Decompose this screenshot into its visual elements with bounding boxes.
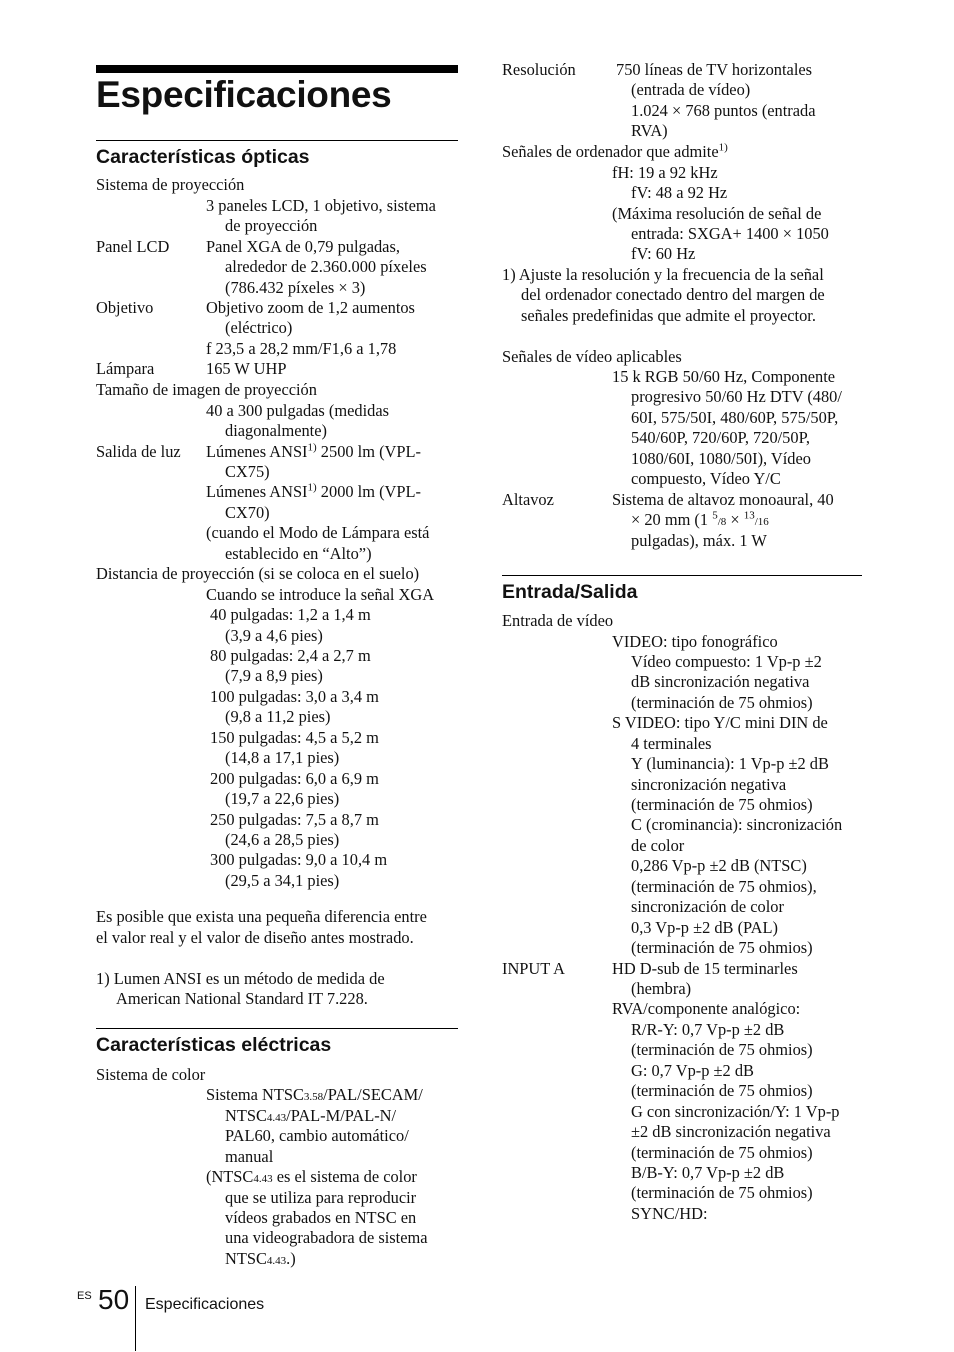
- subscript-text: 4.43: [266, 1112, 287, 1124]
- value-line: 3 paneles LCD, 1 objetivo, sistema: [206, 196, 436, 215]
- heading-optical: Características ópticas: [96, 140, 458, 169]
- text-part: NTSC: [225, 1249, 267, 1268]
- value-line: CX75): [225, 462, 270, 481]
- value-line: Objetivo zoom de 1,2 aumentos: [206, 298, 415, 317]
- distance-metric: 300 pulgadas: 9,0 a 10,4 m: [210, 850, 388, 869]
- value-line: 40 a 300 pulgadas (medidas: [206, 401, 389, 420]
- value-line: 1.024 × 768 puntos (entrada: [631, 101, 816, 120]
- fraction-numerator: 5: [712, 509, 718, 522]
- value-line: Vídeo compuesto: 1 Vp-p ±2: [631, 652, 822, 671]
- subscript-text: 4.43: [253, 1173, 273, 1185]
- distance-metric: 150 pulgadas: 4,5 a 5,2 m: [210, 728, 379, 747]
- value-line: [206, 1167, 417, 1189]
- value-line: 1080/60I, 1080/50I), Vídeo: [631, 449, 811, 468]
- footer-section: Especificaciones: [145, 1296, 265, 1313]
- value-line: que se utiliza para reproducir: [225, 1188, 417, 1207]
- label-salida-luz: Salida de luz: [96, 442, 181, 461]
- value-line: 165 W UHP: [206, 359, 287, 378]
- value-line: B/B-Y: 0,7 Vp-p ±2 dB: [631, 1163, 785, 1182]
- value-line: Y (luminancia): 1 Vp-p ±2 dB: [631, 754, 829, 773]
- heading-electrical: Características eléctricas: [96, 1028, 458, 1057]
- value-line: compuesto, Vídeo Y/C: [631, 469, 781, 488]
- subscript-text: 4.43: [266, 1255, 287, 1267]
- footnote-ref: 1): [718, 141, 728, 154]
- value-line: 60I, 575/50I, 480/60P, 575/50P,: [631, 408, 839, 427]
- value-line: (786.432 píxeles × 3): [225, 278, 366, 297]
- value-line: de color: [631, 836, 685, 855]
- text-part: Señales de ordenador que admite: [502, 142, 719, 161]
- text-part: Sistema NTSC: [206, 1085, 304, 1104]
- text-part: NTSC: [225, 1106, 267, 1125]
- value-line: 15 k RGB 50/60 Hz, Componente: [612, 367, 836, 386]
- value-line: G: 0,7 Vp-p ±2 dB: [631, 1061, 754, 1080]
- text-part: (NTSC: [206, 1167, 254, 1186]
- footer-language: ES: [77, 1290, 92, 1302]
- value-line: R/R-Y: 0,7 Vp-p ±2 dB: [631, 1020, 785, 1039]
- value-line: [225, 1249, 296, 1271]
- value-line: sincronización de color: [631, 897, 784, 916]
- footnote-line: American National Standard IT 7.228.: [116, 989, 368, 1008]
- footnote-ref: 1): [307, 481, 317, 494]
- value-line: (Máxima resolución de señal de: [612, 204, 822, 223]
- label-input-a: INPUT A: [502, 959, 565, 978]
- heading-entrada-salida: Entrada/Salida: [502, 575, 862, 604]
- value-line: (terminación de 75 ohmios): [631, 795, 813, 814]
- value-line: [206, 442, 421, 462]
- text-part: /PAL/SECAM/: [323, 1085, 423, 1104]
- value-line: 0,3 Vp-p ±2 dB (PAL): [631, 918, 778, 937]
- value-line: G con sincronización/Y: 1 Vp-p: [631, 1102, 840, 1121]
- value-line: Panel XGA de 0,79 pulgadas,: [206, 237, 400, 256]
- footnote-line: señales predefinidas que admite el proyector.: [521, 306, 816, 325]
- value-line: (terminación de 75 ohmios): [631, 1183, 813, 1202]
- fraction-numerator: 13: [743, 509, 755, 522]
- page-number: 50: [98, 1284, 130, 1315]
- distance-feet: (24,6 a 28,5 pies): [225, 830, 340, 849]
- value-line: [206, 482, 421, 502]
- distance-feet: (7,9 a 8,9 pies): [225, 666, 323, 685]
- footnote-line: del ordenador conectado dentro del margen de: [521, 285, 825, 304]
- label-tamano-imagen: Tamaño de imagen de proyección: [96, 380, 317, 399]
- value-line: (eléctrico): [225, 318, 293, 337]
- value-line: [631, 510, 769, 532]
- distance-metric: 80 pulgadas: 2,4 a 2,7 m: [210, 646, 371, 665]
- value-line: (terminación de 75 ohmios),: [631, 877, 817, 896]
- subscript-text: 3.58: [303, 1091, 324, 1103]
- value-line: (terminación de 75 ohmios): [631, 693, 813, 712]
- distance-feet: (9,8 a 11,2 pies): [225, 707, 331, 726]
- value-line: 0,286 Vp-p ±2 dB (NTSC): [631, 856, 807, 875]
- value-line: (terminación de 75 ohmios): [631, 1040, 813, 1059]
- text-part: × 20 mm (1: [631, 510, 713, 529]
- page-title: Especificaciones: [96, 74, 392, 115]
- label-senales-video: Señales de vídeo aplicables: [502, 347, 682, 366]
- label-objetivo: Objetivo: [96, 298, 154, 317]
- value-line: diagonalmente): [225, 421, 327, 440]
- value-line: f 23,5 a 28,2 mm/F1,6 a 1,78: [206, 339, 397, 358]
- label-altavoz: Altavoz: [502, 490, 554, 509]
- footnote-line: 1) Ajuste la resolución y la frecuencia de la señal: [502, 265, 824, 284]
- text-part: Lúmenes ANSI: [206, 442, 308, 461]
- value-line: Cuando se introduce la señal XGA: [206, 585, 435, 604]
- distance-metric: 250 pulgadas: 7,5 a 8,7 m: [210, 810, 379, 829]
- value-line: SYNC/HD:: [631, 1204, 708, 1223]
- value-line: dB sincronización negativa: [631, 672, 810, 691]
- value-line: (terminación de 75 ohmios): [631, 938, 813, 957]
- distance-feet: (19,7 a 22,6 pies): [225, 789, 340, 808]
- value-line: ±2 dB sincronización negativa: [631, 1122, 831, 1141]
- text-part: 2500 lm (VPL-: [316, 442, 421, 461]
- value-line: fV: 48 a 92 Hz: [631, 183, 728, 202]
- value-line: una videograbadora de sistema: [225, 1228, 428, 1247]
- fraction-denominator: /16: [754, 516, 769, 528]
- label-senales-ordenador: [502, 142, 728, 162]
- value-line: sincronización negativa: [631, 775, 787, 794]
- label-lampara: Lámpara: [96, 359, 155, 378]
- distance-feet: (29,5 a 34,1 pies): [225, 871, 340, 890]
- value-line: manual: [225, 1147, 274, 1166]
- distance-feet: (14,8 a 17,1 pies): [225, 748, 340, 767]
- value-line: CX70): [225, 503, 270, 522]
- text-part: 2000 lm (VPL-: [316, 482, 421, 501]
- value-line: (entrada de vídeo): [631, 80, 751, 99]
- text-part: /PAL-M/PAL-N/: [286, 1106, 397, 1125]
- value-line: C (crominancia): sincronización: [631, 815, 843, 834]
- footnote-line: 1) Lumen ANSI es un método de medida de: [96, 969, 385, 988]
- value-line: PAL60, cambio automático/: [225, 1126, 409, 1145]
- label-sistema-proyeccion: Sistema de proyección: [96, 175, 245, 194]
- value-line: 750 líneas de TV horizontales: [616, 60, 813, 79]
- value-line: vídeos grabados en NTSC en: [225, 1208, 417, 1227]
- label-resolucion: Resolución: [502, 60, 576, 79]
- distance-metric: 40 pulgadas: 1,2 a 1,4 m: [210, 605, 371, 624]
- value-line: HD D-sub de 15 terminarles: [612, 959, 798, 978]
- footer-divider: [135, 1286, 136, 1351]
- value-line: (hembra): [631, 979, 692, 998]
- text-part: es el sistema de color: [272, 1167, 417, 1186]
- label-sistema-color: Sistema de color: [96, 1065, 206, 1084]
- value-line: VIDEO: tipo fonográfico: [612, 632, 778, 651]
- note-line: el valor real y el valor de diseño antes mostrado.: [96, 928, 414, 947]
- value-line: pulgadas), máx. 1 W: [631, 531, 767, 550]
- value-line: RVA): [631, 121, 668, 140]
- note-line: Es posible que exista una pequeña diferencia entre: [96, 907, 427, 926]
- value-line: establecido en “Alto”): [225, 544, 372, 563]
- label-distancia: Distancia de proyección (si se coloca en el suelo): [96, 564, 420, 583]
- value-line: [206, 1085, 423, 1107]
- text-part: Lúmenes ANSI: [206, 482, 308, 501]
- value-line: de proyección: [225, 216, 318, 235]
- value-line: [225, 1106, 396, 1128]
- value-line: S VIDEO: tipo Y/C mini DIN de: [612, 713, 828, 732]
- value-line: alrededor de 2.360.000 píxeles: [225, 257, 427, 276]
- label-panel-lcd: Panel LCD: [96, 237, 170, 256]
- value-line: fH: 19 a 92 kHz: [612, 163, 718, 182]
- text-part: .): [286, 1249, 296, 1268]
- value-line: fV: 60 Hz: [631, 244, 696, 263]
- distance-feet: (3,9 a 4,6 pies): [225, 626, 323, 645]
- value-line: entrada: SXGA+ 1400 × 1050: [631, 224, 829, 243]
- distance-metric: 100 pulgadas: 3,0 a 3,4 m: [210, 687, 379, 706]
- value-line: (terminación de 75 ohmios): [631, 1143, 813, 1162]
- value-line: 4 terminales: [631, 734, 712, 753]
- label-entrada-video: Entrada de vídeo: [502, 611, 614, 630]
- text-part: ×: [726, 510, 744, 529]
- value-line: Sistema de altavoz monoaural, 40: [612, 490, 834, 509]
- value-line: progresivo 50/60 Hz DTV (480/: [631, 387, 842, 406]
- value-line: RVA/componente analógico:: [612, 999, 801, 1018]
- value-line: (terminación de 75 ohmios): [631, 1081, 813, 1100]
- distance-metric: 200 pulgadas: 6,0 a 6,9 m: [210, 769, 379, 788]
- value-line: 540/60P, 720/60P, 720/50P,: [631, 428, 810, 447]
- value-line: (cuando el Modo de Lámpara está: [206, 523, 430, 542]
- fraction-denominator: /8: [717, 516, 727, 528]
- footnote-ref: 1): [307, 441, 317, 454]
